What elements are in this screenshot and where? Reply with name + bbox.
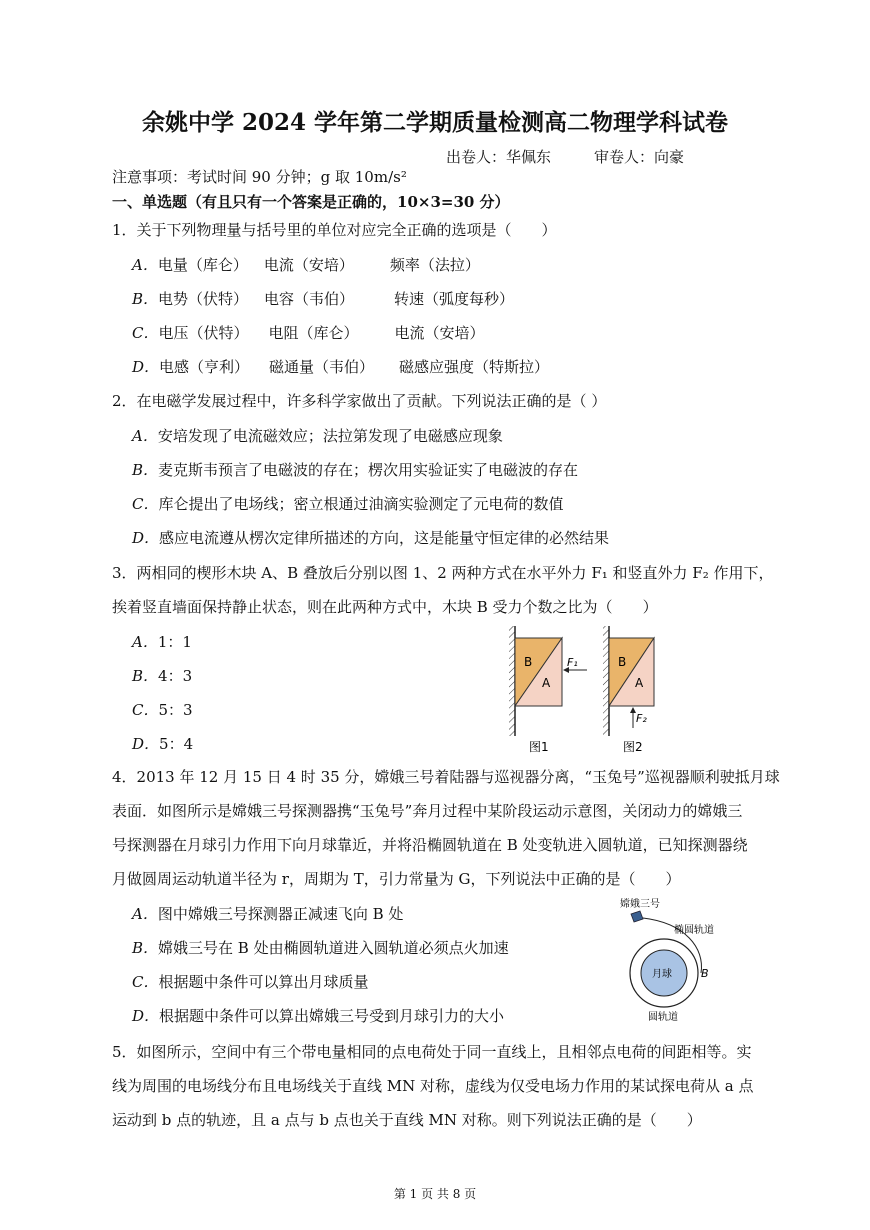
- option-label: C．: [132, 324, 159, 342]
- wall-hatching-2: [603, 626, 609, 736]
- option-part: 电容（韦伯）: [264, 290, 355, 308]
- option-text: 5：4: [159, 735, 194, 753]
- option-label: B．: [132, 667, 159, 685]
- option-text: 图中嫦娥三号探测器正减速飞向 B 处: [157, 905, 404, 923]
- q2-option-b: [132, 459, 578, 480]
- caption-1: 图1: [529, 740, 549, 754]
- option-part: 转速（弧度每秒）: [394, 290, 515, 308]
- q4-orbit-figure: [605, 893, 740, 1025]
- q3-wedge-figure: [505, 620, 675, 758]
- option-text: 感应电流遵从楞次定律所描述的方向，这是能量守恒定律的必然结果: [159, 529, 610, 547]
- moon-label: 月球: [652, 969, 672, 980]
- probe-label: 嫦娥三号: [620, 899, 660, 910]
- option-text: 4：3: [158, 667, 193, 685]
- author-credit: 出卷人：华佩东: [446, 148, 552, 166]
- q4-option-d: [132, 1005, 504, 1026]
- q4-stem-line-2: 表面．如图所示是嫦娥三号探测器携“玉兔号”奔月过程中某阶段运动示意图，关闭动力的嫦娥三: [112, 802, 743, 820]
- wall-hatching-1: [509, 626, 515, 736]
- option-part: 电阻（库仑）: [268, 324, 359, 342]
- option-label: B．: [132, 461, 159, 479]
- option-label: C．: [132, 701, 159, 719]
- q4-stem-line-1: 4．2013 年 12 月 15 日 4 时 35 分，嫦娥三号着陆器与巡视器分离，“玉兔号”巡视器顺利驶抵月球: [112, 768, 780, 786]
- option-text: 根据题中条件可以算出月球质量: [158, 973, 369, 991]
- label-a-2: A: [635, 676, 644, 690]
- force-label-2: F₂: [636, 712, 647, 725]
- option-label: A．: [132, 256, 158, 274]
- option-text: 嫦娥三号在 B 处由椭圆轨道进入圆轨道必须点火加速: [158, 939, 509, 957]
- option-part: 电压（伏特）: [158, 324, 249, 342]
- q3-option-c: [132, 699, 193, 720]
- label-a-1: A: [542, 676, 551, 690]
- q3-option-d: [132, 733, 193, 754]
- q3-option-a: [132, 631, 192, 652]
- option-label: A．: [132, 427, 158, 445]
- q1-option-b: [132, 288, 514, 309]
- option-part: 磁通量（韦伯）: [269, 358, 375, 376]
- q1-option-a: [132, 254, 480, 275]
- exam-notes: 注意事项：考试时间 90 分钟；g 取 10m/s²: [112, 168, 407, 186]
- q2-option-a: [132, 425, 503, 446]
- q5-stem-line-2: 线为周围的电场线分布且电场线关于直线 MN 对称，虚线为仅受电场力作用的某试探电荷从 a 点: [112, 1077, 754, 1095]
- option-label: C．: [132, 973, 159, 991]
- q4-option-c: [132, 971, 369, 992]
- option-part: 电流（安培）: [263, 256, 354, 274]
- option-text: 安培发现了电流磁效应；法拉第发现了电磁感应现象: [157, 427, 503, 445]
- circle-orbit-label: 圆轨道: [648, 1012, 678, 1023]
- q4-stem-line-3: 号探测器在月球引力作用下向月球靠近，并将沿椭圆轨道在 B 处变轨进入圆轨道，已知探测器绕: [112, 836, 748, 854]
- option-text: 5：3: [158, 701, 193, 719]
- probe-icon: [631, 911, 643, 922]
- option-part: 频率（法拉）: [389, 256, 480, 274]
- q2-option-d: [132, 527, 609, 548]
- label-b-1: B: [524, 655, 533, 669]
- ellipse-label: 椭圆轨道: [674, 925, 714, 936]
- q3-stem-line-1: 3．两相同的楔形木块 A、B 叠放后分别以图 1、2 两种方式在水平外力 F₁ 和竖直外力 F₂ 作用下，: [112, 564, 774, 582]
- option-label: B．: [132, 290, 159, 308]
- reviewer-credit: 审卷人：向豪: [594, 148, 685, 166]
- q5-stem-line-3: 运动到 b 点的轨迹，且 a 点与 b 点也关于直线 MN 对称。则下列说法正确的是（ ）: [112, 1111, 702, 1129]
- option-part: 电势（伏特）: [158, 290, 249, 308]
- q4-option-a: [132, 903, 403, 924]
- option-text: 麦克斯韦预言了电磁波的存在；楞次用实验证实了电磁波的存在: [158, 461, 579, 479]
- option-label: D．: [132, 735, 160, 753]
- q2-option-c: [132, 493, 564, 514]
- option-label: C．: [132, 495, 159, 513]
- caption-2: 图2: [623, 740, 643, 754]
- option-part: 电流（安培）: [394, 324, 485, 342]
- option-label: B．: [132, 939, 159, 957]
- option-label: A．: [132, 905, 158, 923]
- q2-stem: 2．在电磁学发展过程中，许多科学家做出了贡献。下列说法正确的是（ ）: [112, 392, 607, 410]
- q4-option-b: [132, 937, 509, 958]
- point-b-label: B: [701, 967, 709, 980]
- option-part: 电感（亨利）: [159, 358, 250, 376]
- page-title: 余姚中学 2024 学年第二学期质量检测高二物理学科试卷: [141, 109, 729, 136]
- option-text: 根据题中条件可以算出嫦娥三号受到月球引力的大小: [159, 1007, 505, 1025]
- section-heading: 一、单选题（有且只有一个答案是正确的，10×3=30 分）: [112, 193, 510, 211]
- option-label: D．: [132, 529, 160, 547]
- q1-stem: 1．关于下列物理量与括号里的单位对应完全正确的选项是（ ）: [112, 221, 557, 239]
- option-part: 磁感应强度（特斯拉）: [399, 358, 550, 376]
- page-number: 第 1 页 共 8 页: [393, 1187, 477, 1201]
- label-b-2: B: [618, 655, 627, 669]
- option-text: 库仑提出了电场线；密立根通过油滴实验测定了元电荷的数值: [158, 495, 564, 513]
- q1-option-c: [132, 322, 485, 343]
- force-label-1: F₁: [567, 656, 578, 669]
- option-label: A．: [132, 633, 158, 651]
- option-label: D．: [132, 358, 160, 376]
- q4-stem-line-4: 月做圆周运动轨道半径为 r，周期为 T，引力常量为 G，下列说法中正确的是（ ）: [112, 870, 681, 888]
- q5-stem-line-1: 5．如图所示，空间中有三个带电量相同的点电荷处于同一直线上，且相邻点电荷的间距相等。实: [112, 1043, 752, 1061]
- option-part: 电量（库仑）: [157, 256, 248, 274]
- q3-stem-line-2: 挨着竖直墙面保持静止状态，则在此两种方式中，木块 B 受力个数之比为（ ）: [112, 598, 658, 616]
- option-text: 1：1: [157, 633, 192, 651]
- q1-option-d: [132, 356, 549, 377]
- q3-option-b: [132, 665, 192, 686]
- option-label: D．: [132, 1007, 160, 1025]
